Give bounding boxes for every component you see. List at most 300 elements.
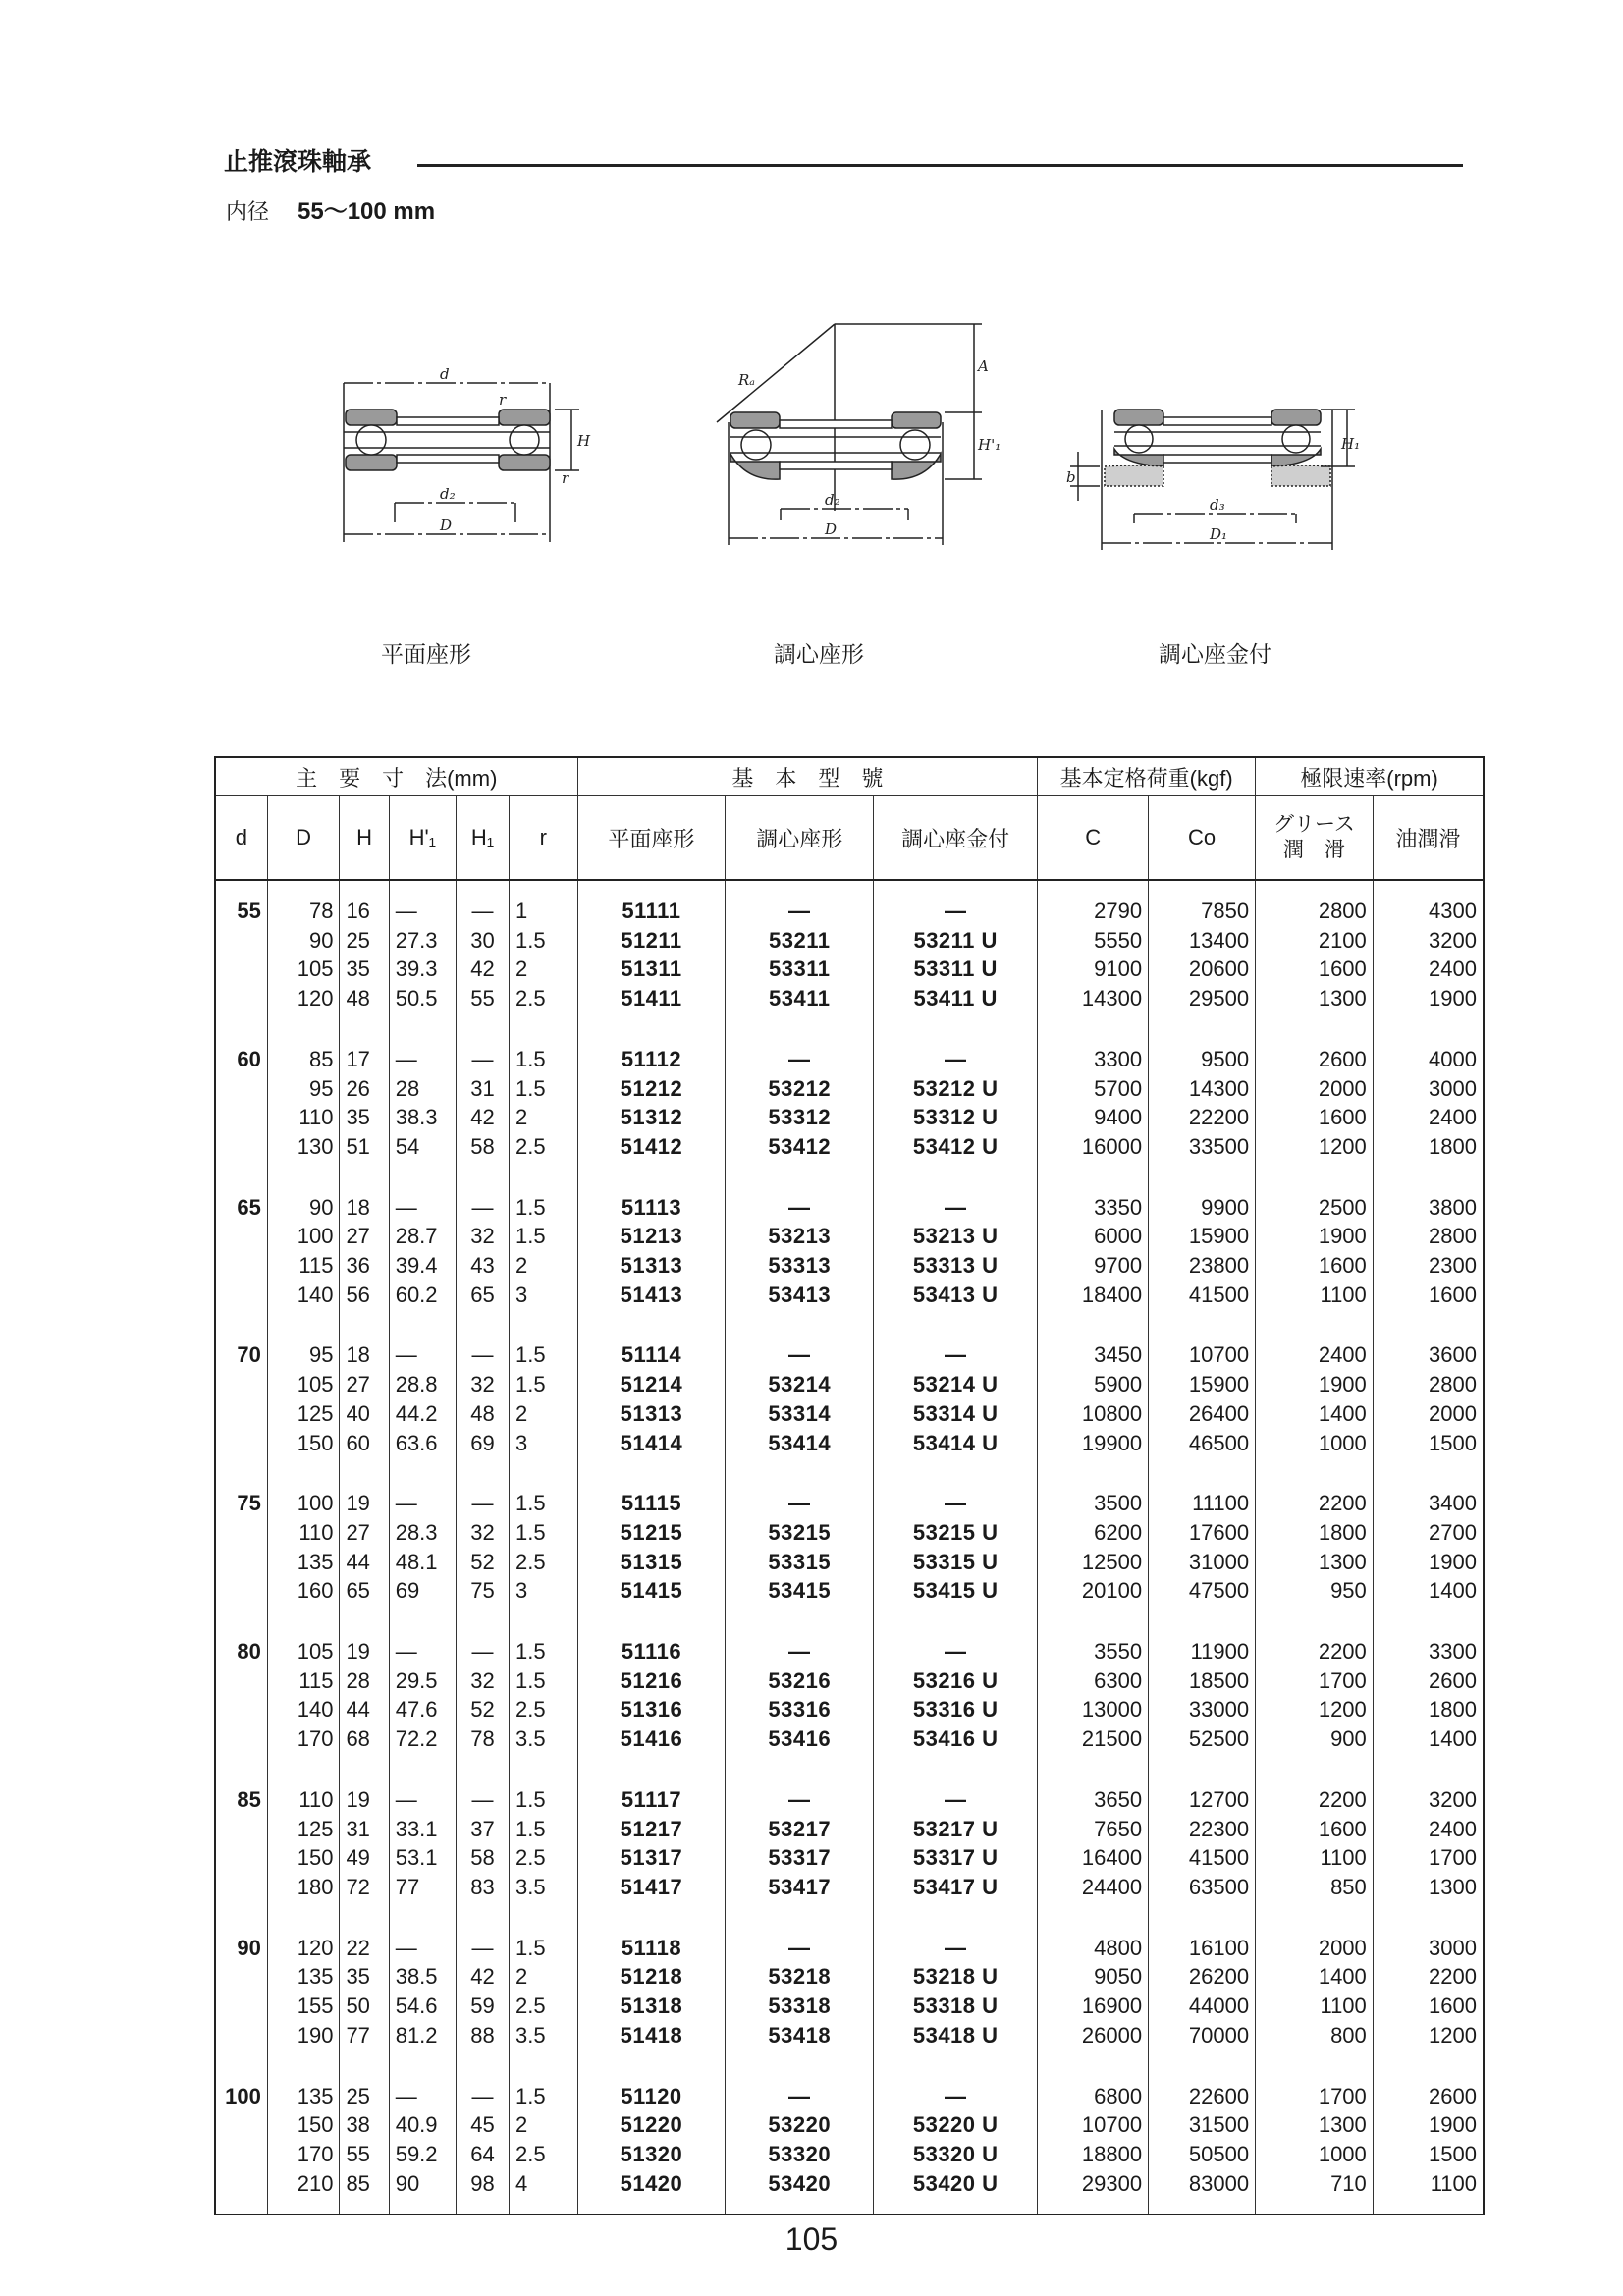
cell-grease: 2000 — [1256, 1918, 1374, 1963]
cell-D: 160 — [267, 1576, 340, 1621]
cell-C: 26000 — [1038, 2021, 1149, 2066]
cell-H: 51 — [340, 1132, 389, 1177]
cell-C: 3550 — [1038, 1621, 1149, 1667]
cell-H1-prime: 29.5 — [389, 1667, 456, 1696]
cell-D: 150 — [267, 1843, 340, 1873]
col-H1: H₁ — [456, 796, 509, 881]
cell-H1-prime: — — [389, 1029, 456, 1074]
col-H: H — [340, 796, 389, 881]
cell-oil: 3200 — [1373, 1770, 1484, 1815]
cell-aligning-washer: 53315 U — [874, 1548, 1038, 1577]
cell-H: 68 — [340, 1724, 389, 1770]
cell-Co: 70000 — [1149, 2021, 1256, 2066]
cell-flat-seat: 51413 — [577, 1281, 726, 1326]
cell-aligning-seat: — — [726, 2066, 874, 2111]
table-row — [215, 2110, 1484, 2140]
cell-grease: 1200 — [1256, 1132, 1374, 1177]
cell-H1-prime: 54 — [389, 1132, 456, 1177]
cell-oil: 1100 — [1373, 2169, 1484, 2215]
cell-Co: 50500 — [1149, 2140, 1256, 2169]
cell-flat-seat: 51416 — [577, 1724, 726, 1770]
cell-D: 125 — [267, 1815, 340, 1844]
cell-r: 2 — [510, 1399, 578, 1429]
cell-H1-prime: 81.2 — [389, 2021, 456, 2066]
cell-aligning-seat: 53312 — [726, 1103, 874, 1132]
diagram-label-flat-seat: 平面座形 — [381, 642, 471, 668]
cell-H1: 78 — [456, 1724, 509, 1770]
cell-grease: 1600 — [1256, 1251, 1374, 1281]
cell-H1-prime: 69 — [389, 1576, 456, 1621]
col-C: C — [1038, 796, 1149, 881]
cell-H: 56 — [340, 1281, 389, 1326]
table-row — [215, 1370, 1484, 1399]
cell-r: 2 — [510, 955, 578, 984]
cell-C: 3300 — [1038, 1029, 1149, 1074]
cell-flat-seat: 51411 — [577, 984, 726, 1029]
cell-flat-seat: 51115 — [577, 1473, 726, 1518]
cell-H1-prime: 63.6 — [389, 1429, 456, 1474]
cell-grease: 2100 — [1256, 926, 1374, 956]
dim-D: D — [440, 517, 453, 534]
cell-C: 18800 — [1038, 2140, 1149, 2169]
cell-flat-seat: 51212 — [577, 1074, 726, 1104]
cell-aligning-washer: 53420 U — [874, 2169, 1038, 2215]
cell-d — [215, 1815, 267, 1844]
cell-d — [215, 1370, 267, 1399]
cell-C: 16900 — [1038, 1992, 1149, 2021]
cell-oil: 2400 — [1373, 1103, 1484, 1132]
cell-H1-prime: 28 — [389, 1074, 456, 1104]
cell-aligning-washer: 53314 U — [874, 1399, 1038, 1429]
cell-d — [215, 926, 267, 956]
cell-grease: 2600 — [1256, 1029, 1374, 1074]
cell-d — [215, 1132, 267, 1177]
cell-r: 2 — [510, 1103, 578, 1132]
cell-C: 6200 — [1038, 1518, 1149, 1548]
cell-D: 110 — [267, 1103, 340, 1132]
cell-r: 2.5 — [510, 984, 578, 1029]
cell-d: 80 — [215, 1621, 267, 1667]
cell-flat-seat: 51113 — [577, 1177, 726, 1223]
cell-C: 3450 — [1038, 1325, 1149, 1370]
cell-aligning-seat: 53217 — [726, 1815, 874, 1844]
cell-oil: 3000 — [1373, 1918, 1484, 1963]
cell-C: 10700 — [1038, 2110, 1149, 2140]
cell-H: 35 — [340, 955, 389, 984]
table-row — [215, 2021, 1484, 2066]
cell-r: 1.5 — [510, 1770, 578, 1815]
cell-Co: 9900 — [1149, 1177, 1256, 1223]
cell-C: 4800 — [1038, 1918, 1149, 1963]
cell-d — [215, 1251, 267, 1281]
cell-H: 72 — [340, 1873, 389, 1918]
cell-aligning-seat: — — [726, 1473, 874, 1518]
cell-Co: 22300 — [1149, 1815, 1256, 1844]
cell-Co: 44000 — [1149, 1992, 1256, 2021]
cell-aligning-washer: — — [874, 1473, 1038, 1518]
cell-aligning-washer: 53415 U — [874, 1576, 1038, 1621]
cell-r: 1.5 — [510, 2066, 578, 2111]
header-load: 基本定格荷重(kgf) — [1038, 757, 1256, 796]
cell-D: 170 — [267, 2140, 340, 2169]
cell-oil: 1500 — [1373, 1429, 1484, 1474]
cell-H1: — — [456, 1325, 509, 1370]
cell-C: 29300 — [1038, 2169, 1149, 2215]
cell-oil: 1300 — [1373, 1873, 1484, 1918]
header-speed: 極限速率(rpm) — [1256, 757, 1484, 796]
cell-grease: 1300 — [1256, 984, 1374, 1029]
cell-oil: 2400 — [1373, 955, 1484, 984]
cell-r: 1.5 — [510, 1325, 578, 1370]
cell-aligning-washer: 53312 U — [874, 1103, 1038, 1132]
cell-D: 78 — [267, 880, 340, 926]
cell-flat-seat: 51316 — [577, 1695, 726, 1724]
cell-H1-prime: — — [389, 1918, 456, 1963]
cell-aligning-seat: 53414 — [726, 1429, 874, 1474]
cell-H1-prime: 39.4 — [389, 1251, 456, 1281]
cell-D: 150 — [267, 2110, 340, 2140]
cell-grease: 950 — [1256, 1576, 1374, 1621]
cell-Co: 41500 — [1149, 1843, 1256, 1873]
cell-grease: 1800 — [1256, 1518, 1374, 1548]
cell-H: 19 — [340, 1770, 389, 1815]
col-oil: 油潤滑 — [1373, 796, 1484, 881]
cell-oil: 1900 — [1373, 984, 1484, 1029]
cell-flat-seat: 51312 — [577, 1103, 726, 1132]
cell-H1: — — [456, 1918, 509, 1963]
table-row — [215, 1177, 1484, 1223]
cell-aligning-washer: 53413 U — [874, 1281, 1038, 1326]
cell-grease: 2200 — [1256, 1770, 1374, 1815]
cell-grease: 900 — [1256, 1724, 1374, 1770]
table-row — [215, 1815, 1484, 1844]
table-row — [215, 984, 1484, 1029]
cell-H: 36 — [340, 1251, 389, 1281]
dim-d2: d₂ — [825, 491, 840, 509]
cell-oil: 1700 — [1373, 1843, 1484, 1873]
cell-grease: 2200 — [1256, 1621, 1374, 1667]
cell-aligning-seat: 53320 — [726, 2140, 874, 2169]
cell-r: 2.5 — [510, 1843, 578, 1873]
cell-d — [215, 1074, 267, 1104]
cell-grease: 710 — [1256, 2169, 1374, 2215]
cell-r: 1.5 — [510, 1029, 578, 1074]
dim-H1: H₁ — [1341, 435, 1361, 453]
cell-flat-seat: 51120 — [577, 2066, 726, 2111]
cell-H1: 88 — [456, 2021, 509, 2066]
cell-H: 16 — [340, 880, 389, 926]
cell-Co: 33500 — [1149, 1132, 1256, 1177]
table-row — [215, 880, 1484, 926]
subtitle-label: 内径 — [226, 200, 270, 225]
cell-oil: 1900 — [1373, 1548, 1484, 1577]
dim-H1-prime: H'₁ — [978, 436, 1001, 454]
cell-H: 44 — [340, 1548, 389, 1577]
cell-C: 6800 — [1038, 2066, 1149, 2111]
cell-H1: 64 — [456, 2140, 509, 2169]
cell-H1-prime: 44.2 — [389, 1399, 456, 1429]
cell-Co: 83000 — [1149, 2169, 1256, 2215]
cell-D: 150 — [267, 1429, 340, 1474]
cell-D: 130 — [267, 1132, 340, 1177]
cell-H1: — — [456, 1029, 509, 1074]
cell-aligning-washer: 53218 U — [874, 1962, 1038, 1992]
cell-H1: 55 — [456, 984, 509, 1029]
cell-D: 125 — [267, 1399, 340, 1429]
cell-d — [215, 1399, 267, 1429]
cell-r: 2.5 — [510, 1548, 578, 1577]
cell-d — [215, 1103, 267, 1132]
cell-H1: 42 — [456, 955, 509, 984]
dim-A: A — [978, 357, 989, 375]
table-row — [215, 1281, 1484, 1326]
cell-Co: 11100 — [1149, 1473, 1256, 1518]
cell-d — [215, 955, 267, 984]
cell-d: 70 — [215, 1325, 267, 1370]
cell-H: 77 — [340, 2021, 389, 2066]
cell-r: 1.5 — [510, 1815, 578, 1844]
cell-aligning-washer: 53313 U — [874, 1251, 1038, 1281]
cell-d: 100 — [215, 2066, 267, 2111]
cell-H1-prime: 77 — [389, 1873, 456, 1918]
cell-C: 24400 — [1038, 1873, 1149, 1918]
cell-H: 27 — [340, 1518, 389, 1548]
cell-grease: 2800 — [1256, 880, 1374, 926]
cell-aligning-washer: — — [874, 1029, 1038, 1074]
cell-flat-seat: 51217 — [577, 1815, 726, 1844]
cell-Co: 52500 — [1149, 1724, 1256, 1770]
cell-Co: 46500 — [1149, 1429, 1256, 1474]
cell-aligning-seat: 53417 — [726, 1873, 874, 1918]
cell-flat-seat: 51214 — [577, 1370, 726, 1399]
dim-r-top: r — [499, 391, 507, 409]
cell-D: 120 — [267, 984, 340, 1029]
cell-flat-seat: 51117 — [577, 1770, 726, 1815]
cell-H1-prime: 59.2 — [389, 2140, 456, 2169]
cell-D: 110 — [267, 1770, 340, 1815]
cell-Co: 16100 — [1149, 1918, 1256, 1963]
cell-r: 2 — [510, 1962, 578, 1992]
cell-D: 105 — [267, 955, 340, 984]
cell-aligning-seat: 53213 — [726, 1222, 874, 1251]
cell-aligning-seat: 53218 — [726, 1962, 874, 1992]
cell-Co: 12700 — [1149, 1770, 1256, 1815]
cell-H: 27 — [340, 1370, 389, 1399]
cell-H1-prime: 48.1 — [389, 1548, 456, 1577]
cell-D: 140 — [267, 1281, 340, 1326]
cell-H: 85 — [340, 2169, 389, 2215]
cell-r: 2.5 — [510, 1695, 578, 1724]
dim-D: D — [825, 520, 838, 538]
cell-H: 55 — [340, 2140, 389, 2169]
cell-aligning-washer: — — [874, 1325, 1038, 1370]
cell-H1-prime: 72.2 — [389, 1724, 456, 1770]
cell-flat-seat: 51112 — [577, 1029, 726, 1074]
cell-H1: 30 — [456, 926, 509, 956]
cell-D: 90 — [267, 926, 340, 956]
cell-D: 120 — [267, 1918, 340, 1963]
cell-flat-seat: 51218 — [577, 1962, 726, 1992]
table-body — [215, 880, 1484, 2214]
cell-H: 18 — [340, 1177, 389, 1223]
table-row — [215, 1724, 1484, 1770]
cell-grease: 2400 — [1256, 1325, 1374, 1370]
cell-D: 155 — [267, 1992, 340, 2021]
diagram-label-aligning-washer: 調心座金付 — [1159, 642, 1271, 668]
cell-C: 13000 — [1038, 1695, 1149, 1724]
cell-C: 12500 — [1038, 1548, 1149, 1577]
cell-C: 20100 — [1038, 1576, 1149, 1621]
cell-d: 85 — [215, 1770, 267, 1815]
cell-aligning-washer: 53220 U — [874, 2110, 1038, 2140]
cell-H1: 42 — [456, 1962, 509, 1992]
cell-aligning-washer: — — [874, 2066, 1038, 2111]
cell-flat-seat: 51317 — [577, 1843, 726, 1873]
cell-H1: 58 — [456, 1843, 509, 1873]
cell-r: 3.5 — [510, 1724, 578, 1770]
cell-D: 100 — [267, 1222, 340, 1251]
cell-grease: 1200 — [1256, 1695, 1374, 1724]
table-row — [215, 1103, 1484, 1132]
cell-oil: 2700 — [1373, 1518, 1484, 1548]
cell-d — [215, 1843, 267, 1873]
page-title: 止推滾珠軸承 — [224, 147, 372, 176]
cell-H1-prime: 40.9 — [389, 2110, 456, 2140]
page-number: 105 — [784, 2221, 839, 2257]
cell-oil: 1400 — [1373, 1724, 1484, 1770]
cell-aligning-washer: 53217 U — [874, 1815, 1038, 1844]
cell-aligning-seat: 53317 — [726, 1843, 874, 1873]
cell-C: 19900 — [1038, 1429, 1149, 1474]
table-row — [215, 1992, 1484, 2021]
cell-aligning-washer: 53320 U — [874, 2140, 1038, 2169]
cell-grease: 1700 — [1256, 2066, 1374, 2111]
cell-H1: — — [456, 2066, 509, 2111]
cell-aligning-seat: 53411 — [726, 984, 874, 1029]
cell-aligning-washer: — — [874, 1621, 1038, 1667]
cell-aligning-seat: 53413 — [726, 1281, 874, 1326]
cell-grease: 1100 — [1256, 1281, 1374, 1326]
cell-flat-seat: 51116 — [577, 1621, 726, 1667]
cell-H1-prime: 38.3 — [389, 1103, 456, 1132]
cell-Co: 33000 — [1149, 1695, 1256, 1724]
cell-d — [215, 1518, 267, 1548]
cell-C: 6300 — [1038, 1667, 1149, 1696]
cell-D: 135 — [267, 1548, 340, 1577]
cell-Co: 15900 — [1149, 1370, 1256, 1399]
cell-H1: 32 — [456, 1370, 509, 1399]
cell-d: 55 — [215, 880, 267, 926]
cell-d — [215, 1667, 267, 1696]
cell-r: 1.5 — [510, 1918, 578, 1963]
cell-d — [215, 1962, 267, 1992]
table-row — [215, 1695, 1484, 1724]
cell-H1: 32 — [456, 1667, 509, 1696]
cell-grease: 1100 — [1256, 1843, 1374, 1873]
diagram-label-aligning-seat: 調心座形 — [774, 642, 864, 668]
cell-Co: 63500 — [1149, 1873, 1256, 1918]
cell-H1-prime: — — [389, 1177, 456, 1223]
cell-H: 28 — [340, 1667, 389, 1696]
cell-H1-prime: — — [389, 2066, 456, 2111]
table-row — [215, 1518, 1484, 1548]
cell-D: 115 — [267, 1667, 340, 1696]
cell-grease: 1900 — [1256, 1370, 1374, 1399]
cell-d — [215, 1281, 267, 1326]
cell-H1-prime: 28.3 — [389, 1518, 456, 1548]
header-model: 基 本 型 號 — [577, 757, 1038, 796]
cell-oil: 3400 — [1373, 1473, 1484, 1518]
cell-aligning-seat: 53215 — [726, 1518, 874, 1548]
cell-Co: 18500 — [1149, 1667, 1256, 1696]
cell-H1: 58 — [456, 1132, 509, 1177]
cell-H: 27 — [340, 1222, 389, 1251]
header-dimensions: 主 要 寸 法(mm) — [215, 757, 577, 796]
cell-aligning-washer: 53214 U — [874, 1370, 1038, 1399]
cell-grease: 1600 — [1256, 955, 1374, 984]
cell-H: 22 — [340, 1918, 389, 1963]
cell-d — [215, 1724, 267, 1770]
cell-aligning-seat: 53416 — [726, 1724, 874, 1770]
cell-d: 65 — [215, 1177, 267, 1223]
cell-H: 40 — [340, 1399, 389, 1429]
cell-d — [215, 1548, 267, 1577]
cell-aligning-seat: 53220 — [726, 2110, 874, 2140]
col-H1-prime: H'₁ — [389, 796, 456, 881]
table-row — [215, 1222, 1484, 1251]
dim-Ra: Rₐ — [738, 371, 755, 389]
cell-grease: 1100 — [1256, 1992, 1374, 2021]
cell-grease: 1000 — [1256, 1429, 1374, 1474]
cell-oil: 2800 — [1373, 1370, 1484, 1399]
cell-aligning-seat: — — [726, 1325, 874, 1370]
cell-flat-seat: 51313 — [577, 1399, 726, 1429]
cell-grease: 2200 — [1256, 1473, 1374, 1518]
cell-aligning-seat: 53311 — [726, 955, 874, 984]
table-row — [215, 1074, 1484, 1104]
cell-oil: 1600 — [1373, 1992, 1484, 2021]
cell-aligning-washer: 53216 U — [874, 1667, 1038, 1696]
cell-H1: 52 — [456, 1548, 509, 1577]
cell-Co: 11900 — [1149, 1621, 1256, 1667]
cell-D: 140 — [267, 1695, 340, 1724]
cell-H: 65 — [340, 1576, 389, 1621]
cell-oil: 3600 — [1373, 1325, 1484, 1370]
cell-C: 9100 — [1038, 955, 1149, 984]
cell-H1-prime: 28.8 — [389, 1370, 456, 1399]
cell-aligning-seat: — — [726, 1770, 874, 1815]
table-row — [215, 1962, 1484, 1992]
dim-d3: d₃ — [1210, 496, 1225, 514]
cell-oil: 1500 — [1373, 2140, 1484, 2169]
cell-oil: 3000 — [1373, 1074, 1484, 1104]
cell-H1-prime: 38.5 — [389, 1962, 456, 1992]
cell-grease: 800 — [1256, 2021, 1374, 2066]
cell-H1-prime: 54.6 — [389, 1992, 456, 2021]
table-row — [215, 1918, 1484, 1963]
cell-C: 16000 — [1038, 1132, 1149, 1177]
cell-flat-seat: 51216 — [577, 1667, 726, 1696]
cell-C: 5550 — [1038, 926, 1149, 956]
cell-aligning-seat: 53313 — [726, 1251, 874, 1281]
cell-grease: 1300 — [1256, 1548, 1374, 1577]
cell-D: 105 — [267, 1370, 340, 1399]
cell-Co: 26400 — [1149, 1399, 1256, 1429]
cell-aligning-seat: 53412 — [726, 1132, 874, 1177]
cell-aligning-seat: 53216 — [726, 1667, 874, 1696]
table-row — [215, 1029, 1484, 1074]
cell-Co: 47500 — [1149, 1576, 1256, 1621]
